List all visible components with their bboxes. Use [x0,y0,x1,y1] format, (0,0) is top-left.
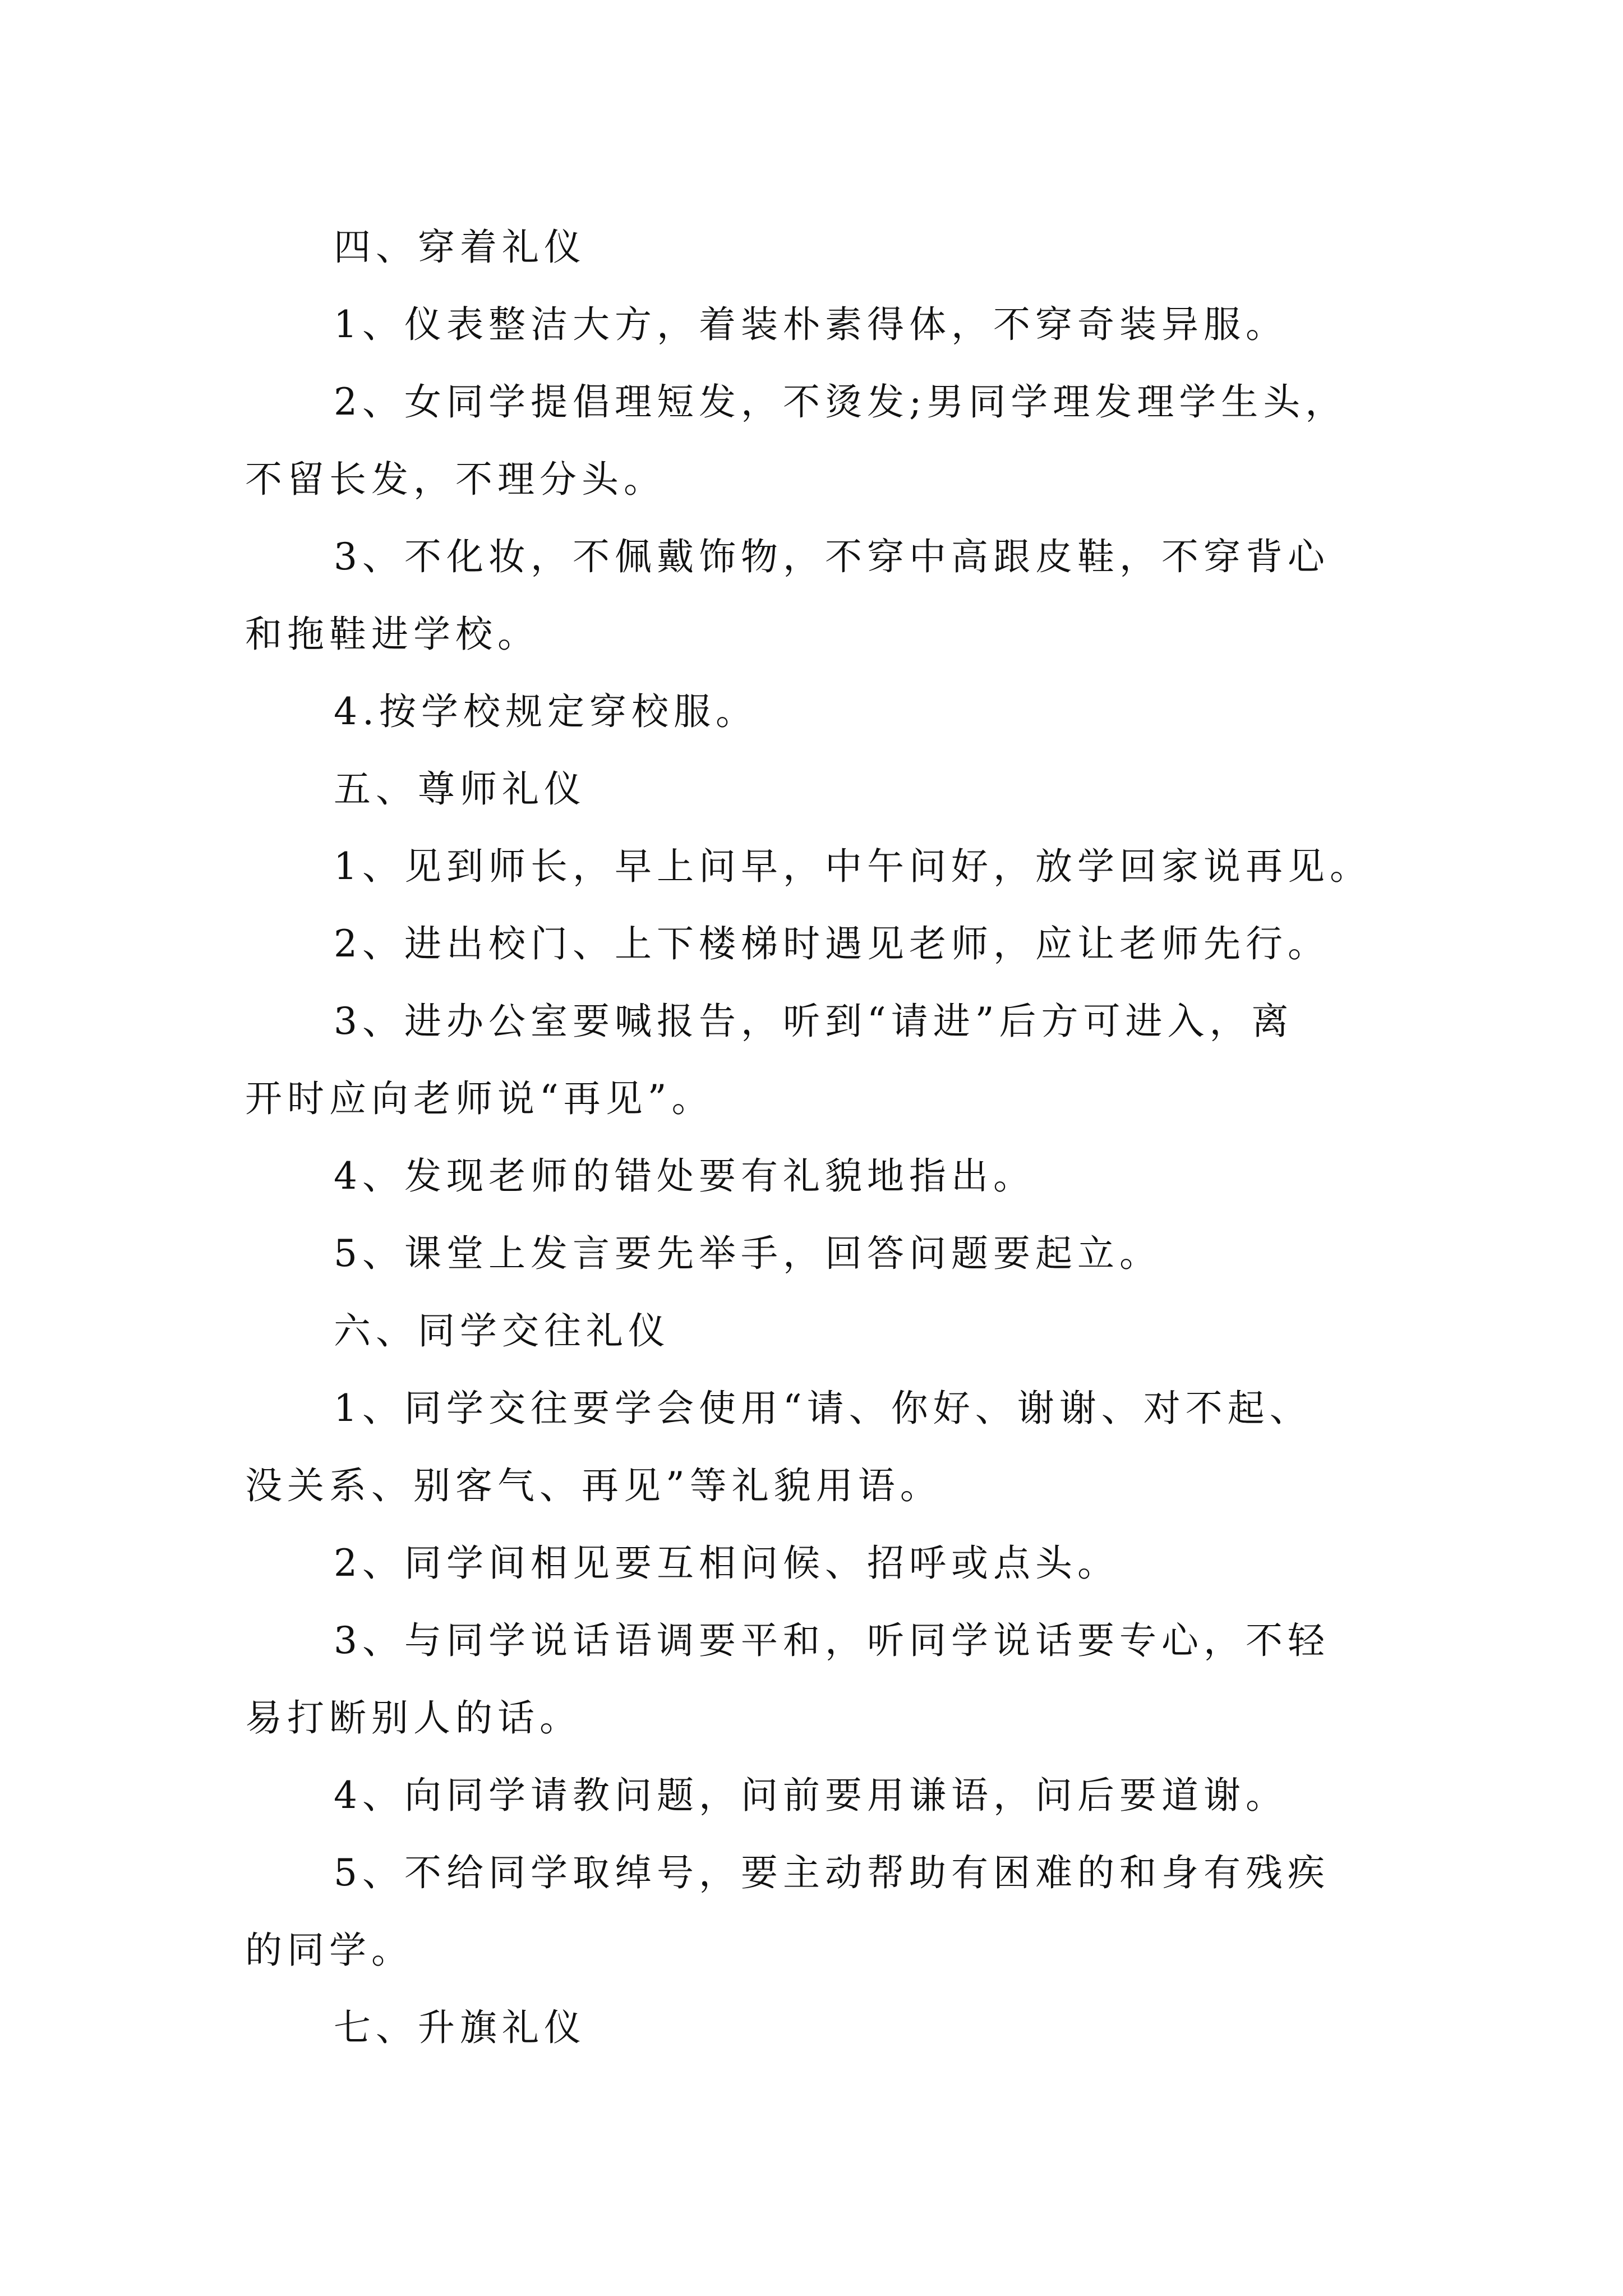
list-item [245,518,1389,673]
text-line: 开时应向老师说“再见”。 [245,1077,714,1120]
list-item [245,286,1389,364]
text-line: 4、发现老师的错处要有礼貌地指出。 [334,1154,1035,1198]
section-heading-respect-teachers: 五、尊师礼仪 [334,767,586,811]
section-heading-classmates: 六、同学交往礼仪 [334,1309,670,1352]
text-line: 2、女同学提倡理短发，不烫发;男同学理发理学生头， [334,380,1348,424]
text-line: 和拖鞋进学校。 [245,613,540,656]
section-heading-dress: 四、穿着礼仪 [334,226,586,269]
document-body [245,209,1389,2067]
list-item [245,1602,1389,1757]
list-item [245,1757,1389,1834]
text-line: 5、不给同学取绰号，要主动帮助有困难的和身有残疾 [334,1851,1330,1894]
section-heading-flag-raising: 七、升旗礼仪 [334,2006,586,2049]
text-line: 1、见到师长，早上问早，中午问好，放学回家说再见。 [334,845,1372,888]
list-item [245,673,1389,751]
text-line: 易打断别人的话。 [245,1696,582,1740]
text-line: 4、向同学请教问题，问前要用谦语，问后要道谢。 [334,1774,1288,1817]
text-line: 1、同学交往要学会使用“请、你好、谢谢、对不起、 [334,1387,1312,1430]
list-item [245,1525,1389,1602]
text-line: 不留长发，不理分头。 [245,458,666,501]
text-line: 2、进出校门、上下楼梯时遇见老师，应让老师先行。 [334,922,1330,965]
text-line: 的同学。 [245,1929,413,1972]
text-line: 3、与同学说话语调要平和，听同学说话要专心，不轻 [334,1619,1330,1662]
list-item [245,905,1389,983]
list-item [245,828,1389,905]
text-line: 1、仪表整洁大方，着装朴素得体，不穿奇装异服。 [334,303,1288,346]
text-line: 没关系、别客气、再见”等礼貌用语。 [245,1464,942,1507]
list-item [245,1215,1389,1292]
list-item [245,1370,1389,1525]
text-line: 2、同学间相见要互相问候、招呼或点头。 [334,1542,1119,1585]
list-item [245,1834,1389,1989]
text-line: 5、课堂上发言要先举手，回答问题要起立。 [334,1232,1161,1275]
text-line: 3、进办公室要喊报告，听到“请进”后方可进入，离 [334,1000,1294,1043]
list-item [245,364,1389,518]
list-item [245,1138,1389,1215]
list-item [245,983,1389,1138]
text-line: 4.按学校规定穿校服。 [334,690,758,733]
text-line: 3、不化妆，不佩戴饰物，不穿中高跟皮鞋，不穿背心 [334,535,1330,578]
